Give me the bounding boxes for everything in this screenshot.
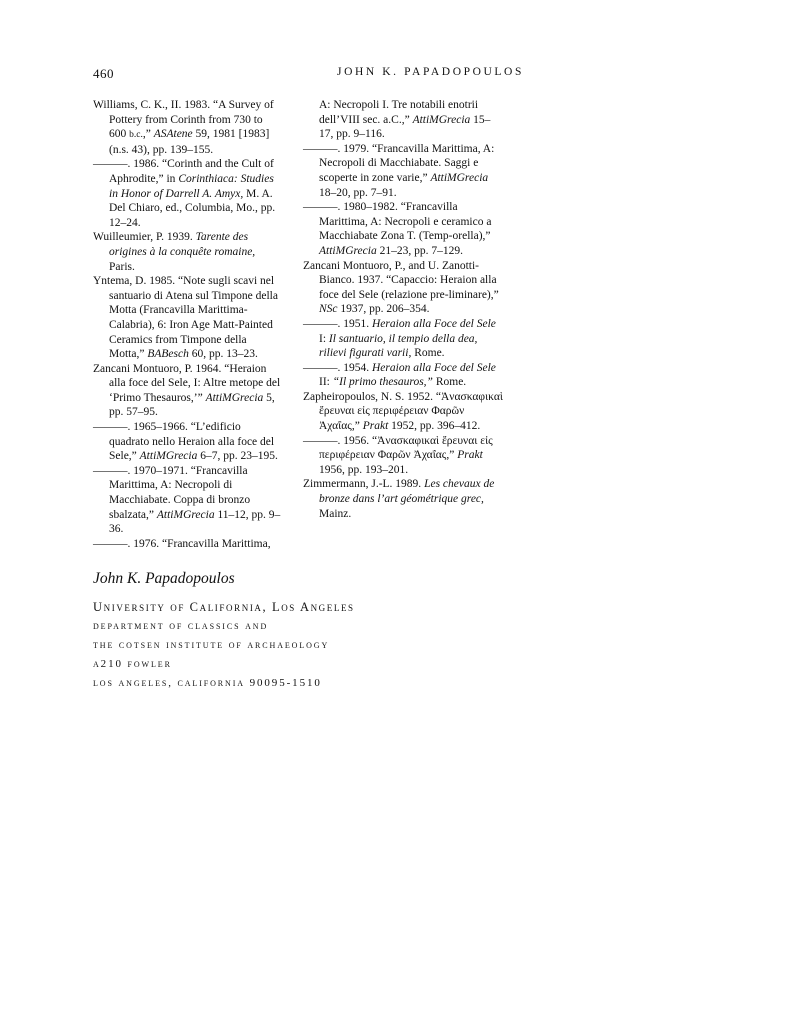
reference-entry: ———. 1951. Heraion alla Foce del Sele I: Il santuario, il tempio della dea, rilievi figurati varii, Rome.	[303, 317, 496, 360]
affiliation-department: department of classics and	[93, 620, 269, 632]
references-column-right	[303, 98, 503, 521]
reference-entry: ———. 1986. “Corinth and the Cult of Aphrodite,” in Corinthiaca: Studies in Honor of Darrell A. Amyx, M. A. Del Chiaro, ed., Columbia, Mo., pp. 12–24.	[93, 158, 276, 229]
reference-entry: Zapheiropoulos, N. S. 1952. “Ἀνασκαφικαὶ ἔρευναι εἰς περιφέρειαν Φαρῶν Ἀχαΐας,” Prakt 1952, pp. 396–412.	[303, 390, 503, 433]
affiliation-institute: the cotsen institute of archaeology	[93, 639, 330, 651]
reference-entry: Zancani Montuoro, P., and U. Zanotti-Bianco. 1937. “Capaccio: Heraion alla foce del Sele (relazione pre-liminare),” NSc 1937, pp. 206–354.	[303, 259, 499, 316]
reference-entry-continued: A: Necropoli I. Tre notabili enotrii dell’VIII sec. a.C.,” AttiMGrecia 15–17, pp. 9–116.	[319, 99, 491, 141]
reference-entry: ———. 1980–1982. “Francavilla Marittima, A: Necropoli e ceramico a Macchiabate Zona T. (Temp-orella),” AttiMGrecia 21–23, pp. 7–129.	[303, 201, 492, 257]
reference-entry: Williams, C. K., II. 1983. “A Survey of Pottery from Corinth from 730 to 600 b.c.,” ASAtene 59, 1981 [1983] (n.s. 43), pp. 139–155.	[93, 99, 274, 156]
reference-entry: ———. 1965–1966. “L’edificio quadrato nello Heraion alla foce del Sele,” AttiMGrecia 6–7, pp. 23–195.	[93, 421, 278, 463]
reference-entry: ———. 1976. “Francavilla Marittima,	[93, 537, 271, 550]
reference-entry: ———. 1956. “Ἀνασκαφικαὶ ἔρευναι εἰς περιφέρειαν Φαρῶν Ἀχαΐας,” Prakt 1956, pp. 193–201.	[303, 434, 493, 476]
reference-entry: ———. 1954. Heraion alla Foce del Sele II: “Il primo thesauros,” Rome.	[303, 361, 496, 389]
affiliation-address: los angeles, california 90095-1510	[93, 677, 322, 689]
reference-entry: ———. 1970–1971. “Francavilla Marittima, A: Necropoli di Macchiabate. Coppa di bronzo sbalzata,” AttiMGrecia 11–12, pp. 9–36.	[93, 464, 281, 536]
affiliation-institution: University of California, Los Angeles	[93, 600, 355, 614]
author-affiliation	[93, 598, 355, 693]
running-head: JOHN K. PAPADOPOULOS	[337, 66, 524, 78]
reference-entry: Zancani Montuoro, P. 1964. “Heraion alla foce del Sele, I: Altre metope del ‘Primo Thesauros,’” AttiMGrecia 5, pp. 57–95.	[93, 362, 281, 419]
reference-entry: ———. 1979. “Francavilla Marittima, A: Necropoli di Macchiabate. Saggi e scoperte in zone varie,” AttiMGrecia 18–20, pp. 7–91.	[303, 142, 495, 199]
page-number: 460	[93, 66, 114, 81]
affiliation-office: a210 fowler	[93, 658, 172, 670]
reference-entry: Wuilleumier, P. 1939. Tarente des origines à la conquête romaine, Paris.	[93, 231, 256, 273]
references-column-left	[93, 98, 281, 551]
reference-entry: Zimmermann, J.-L. 1989. Les chevaux de bronze dans l’art géométrique grec, Mainz.	[303, 478, 495, 520]
reference-entry: Yntema, D. 1985. “Note sugli scavi nel santuario di Atena sul Timpone della Motta (Francavilla Marittima-Calabria), 6: Iron Age Matt-Painted Ceramics from Timpone della Motta,” BABesch 60, pp. 13–23.	[93, 275, 278, 361]
author-name: John K. Papadopoulos	[93, 570, 235, 587]
